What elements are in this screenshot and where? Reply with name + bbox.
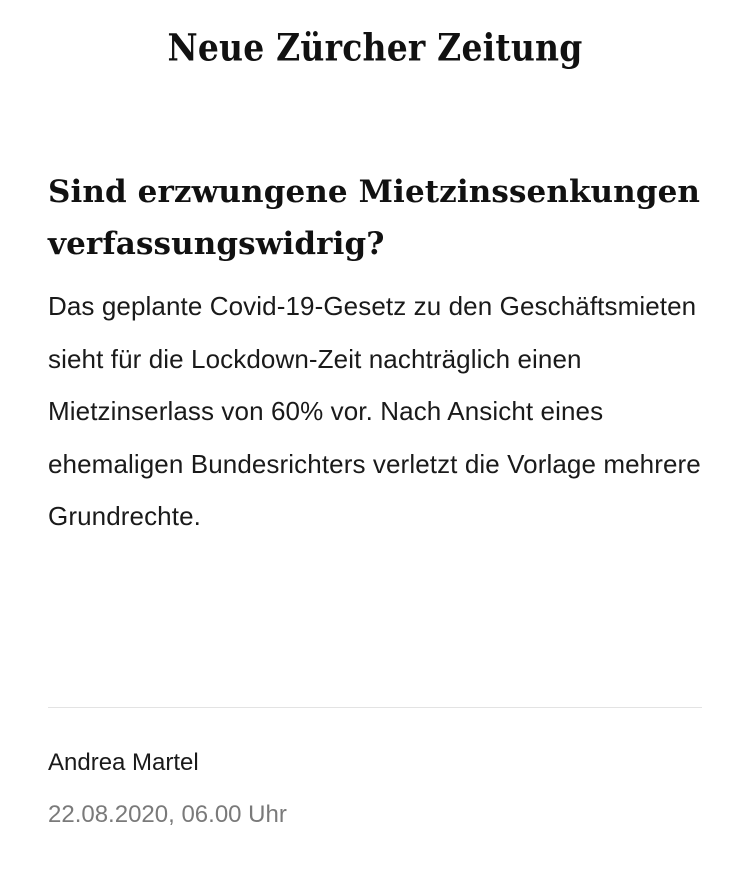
article-lead: Das geplante Covid-19-Gesetz zu den Geschäftsmieten sieht für die Lockdown-Zeit nachträglich einen Mietzinserlass von 60% vor. Nach Ansicht eines ehemaligen Bundesrichters verletzt die Vorlage mehrere Grundrechte. (48, 291, 701, 531)
article-author[interactable]: Andrea Martel (48, 749, 199, 776)
article-date: 22.08.2020, 06.00 Uhr (48, 801, 287, 828)
divider (48, 707, 702, 708)
article-headline[interactable]: Sind erzwungene Mietzinssenkungen verfassungswidrig? (48, 174, 701, 262)
article-teaser (48, 166, 708, 543)
nzz-logo[interactable]: Neue Zürcher Zeitung (167, 25, 583, 70)
